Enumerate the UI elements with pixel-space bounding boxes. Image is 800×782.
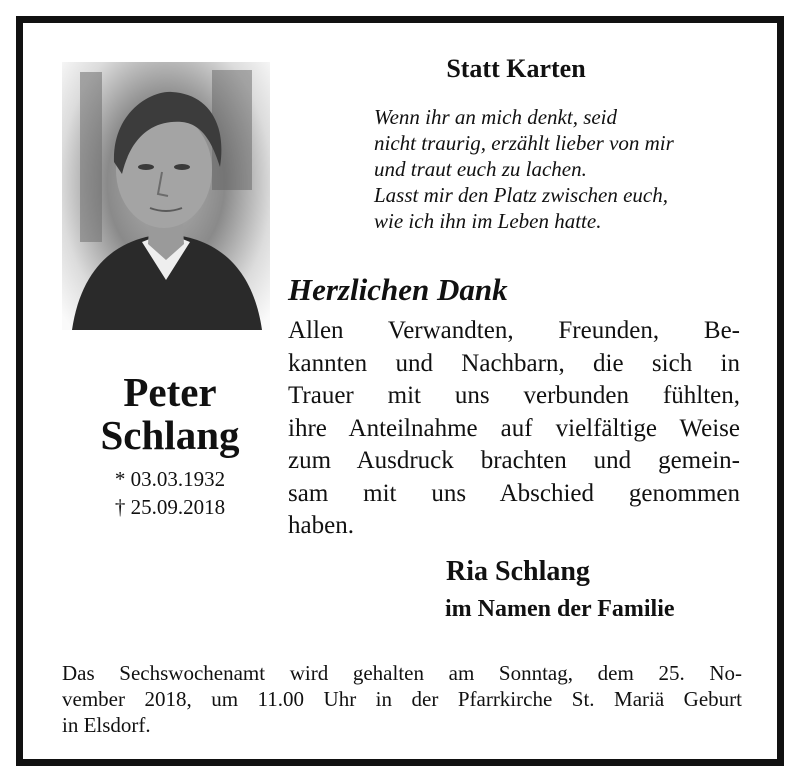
footer-line: vember 2018, um 11.00 Uhr in der Pfarrkirche St. Mariä Geburt xyxy=(62,687,742,711)
thanks-line: Trauer mit uns verbunden fühlten, xyxy=(288,382,740,409)
poem-line: Lasst mir den Platz zwischen euch, xyxy=(374,183,668,207)
poem-line: und traut euch zu lachen. xyxy=(374,157,587,181)
deceased-last-name: Schlang xyxy=(100,412,240,458)
poem-line: wie ich ihn im Leben hatte. xyxy=(374,209,602,233)
death-date: † 25.09.2018 xyxy=(114,495,226,519)
thanks-line: sam mit uns Abschied genommen xyxy=(288,479,740,507)
poem-line: Wenn ihr an mich denkt, seid xyxy=(374,105,618,129)
deceased-first-name: Peter xyxy=(123,369,217,415)
service-announcement xyxy=(62,660,742,738)
footer-line: Das Sechswochenamt wird gehalten am Sonntag, dem 25. No- xyxy=(62,661,742,685)
thanks-title: Herzlichen Dank xyxy=(288,272,508,307)
thanks-line: Allen Verwandten, Freunden, Be- xyxy=(288,317,740,344)
footer-line: in Elsdorf. xyxy=(62,713,151,737)
thanks-line: ihre Anteilnahme auf vielfältige Weise xyxy=(288,414,740,442)
signature-family: im Namen der Familie xyxy=(445,596,675,622)
thanks-line: haben. xyxy=(288,512,354,539)
notice-heading: Statt Karten xyxy=(446,54,586,83)
signature-name: Ria Schlang xyxy=(446,556,590,587)
thanks-text xyxy=(288,315,740,543)
poem-line: nicht traurig, erzählt lieber von mir xyxy=(374,131,674,155)
portrait-photo xyxy=(62,62,270,330)
poem xyxy=(374,104,754,234)
birth-date: * 03.03.1932 xyxy=(114,467,226,491)
thanks-line: zum Ausdruck brachten und gemein- xyxy=(288,447,740,474)
thanks-line: kannten und Nachbarn, die sich in xyxy=(288,349,740,377)
